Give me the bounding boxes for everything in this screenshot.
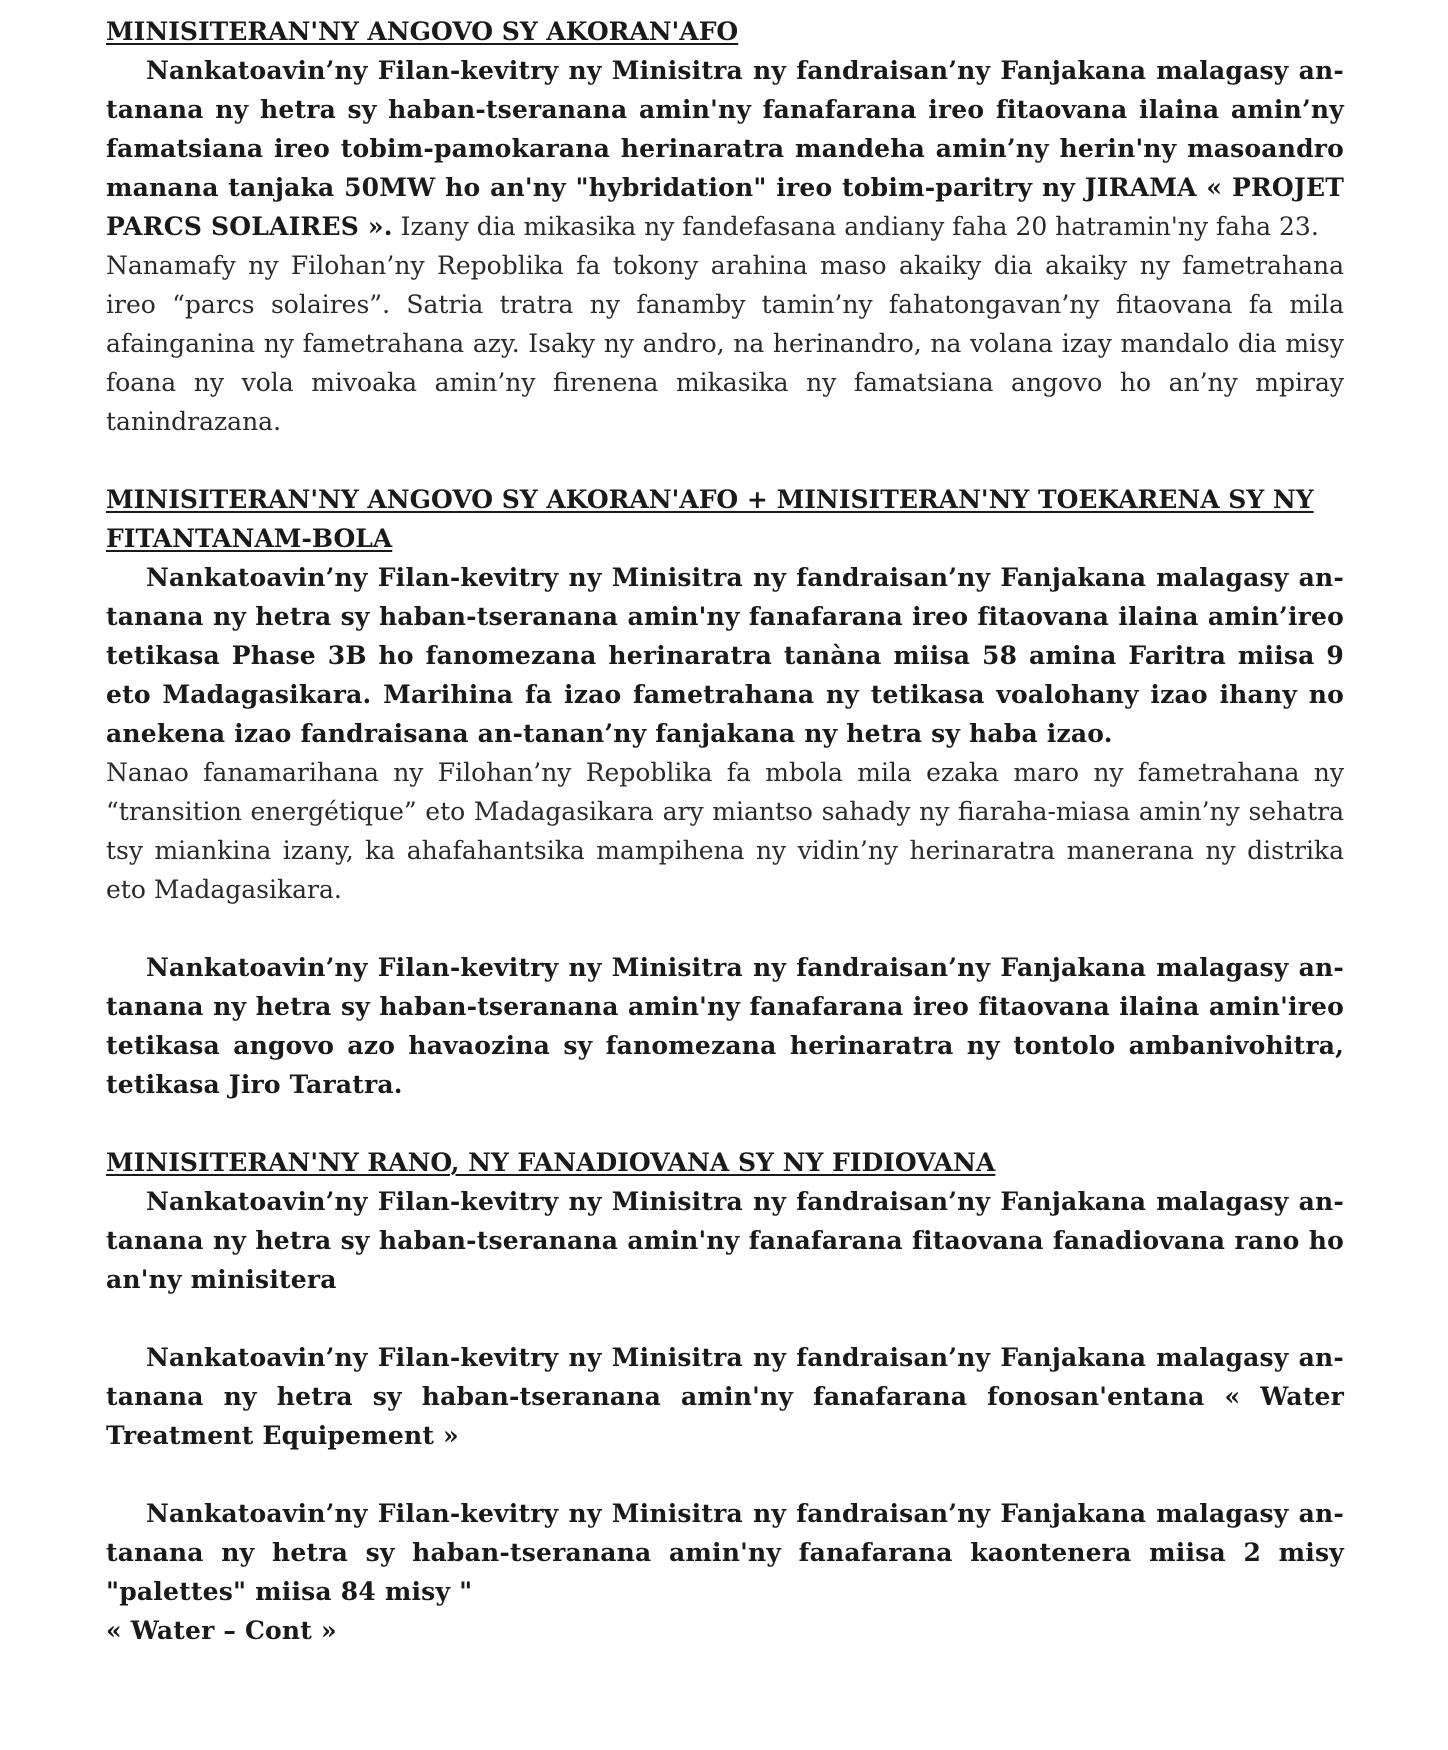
paragraph-jiro-taratra bbox=[106, 948, 1344, 1104]
spacer bbox=[106, 441, 1344, 480]
paragraph-containers bbox=[106, 1494, 1344, 1611]
spacer bbox=[106, 1455, 1344, 1494]
paragraph-bold-text: Nankatoavin’ny Filan-kevitry ny Minisitra ny fandraisan’ny Fanjakana malagasy an-tanana ny hetra sy haban-tseranana amin'ny fanafarana fonosan'entana « Water Treatment Equipement » bbox=[106, 1343, 1344, 1450]
paragraph-bold-text: Nankatoavin’ny Filan-kevitry ny Minisitra ny fandraisan’ny Fanjakana malagasy an-tanana ny hetra sy haban-tseranana amin'ny fanafarana ireo fitaovana ilaina amin’ny famatsiana ireo tobim-pamokarana herinaratra mandeha amin’ny herin'ny masoandro manana tanjaka 50MW ho an'ny "hybridation" ireo tobim-paritry ny JIRAMA « PROJET PARCS SOLAIRES ». bbox=[106, 56, 1344, 241]
paragraph-bold-text: « Water – Cont » bbox=[106, 1616, 337, 1645]
section-heading-energy-economy: MINISITERAN'NY ANGOVO SY AKORAN'AFO + MINISITERAN'NY TOEKARENA SY NY FITANTANAM-BOLA bbox=[106, 485, 1314, 553]
document-page bbox=[106, 12, 1344, 1650]
paragraph-bold-text: Nankatoavin’ny Filan-kevitry ny Minisitra ny fandraisan’ny Fanjakana malagasy an-tanana ny hetra sy haban-tseranana amin'ny fanafarana ireo fitaovana ilaina amin’ireo tetikasa Phase 3B ho fanomezana herinaratra tanàna miisa 58 amina Faritra miisa 9 eto Madagasikara. Marihina fa izao fametrahana ny tetikasa voalohany izao ihany no anekena izao fandraisana an-tanan’ny fanjakana ny hetra sy haba izao. bbox=[106, 563, 1344, 748]
paragraph-transition-energetique: Nanao fanamarihana ny Filohan’ny Repoblika fa mbola mila ezaka maro ny fametrahana ny “transition energétique” eto Madagasikara ary miantso sahady ny fiaraha-miasa amin’ny sehatra tsy miankina izany, ka ahafahantsika mampihena ny vidin’ny herinaratra manerana ny distrika eto Madagasikara. bbox=[106, 758, 1344, 904]
paragraph-normal-text: Izany dia mikasika ny fandefasana andiany faha 20 hatramin'ny faha 23. bbox=[392, 212, 1319, 241]
paragraph-containers-tail bbox=[106, 1611, 1344, 1650]
paragraph-phase-3b bbox=[106, 558, 1344, 753]
spacer bbox=[106, 1299, 1344, 1338]
spacer bbox=[106, 1104, 1344, 1143]
paragraph-bold-text: Nankatoavin’ny Filan-kevitry ny Minisitra ny fandraisan’ny Fanjakana malagasy an-tanana ny hetra sy haban-tseranana amin'ny fanafarana kaontenera miisa 2 misy "palettes" miisa 84 misy " bbox=[106, 1499, 1344, 1606]
paragraph-water-treatment bbox=[106, 1338, 1344, 1455]
paragraph-bold-text: Nankatoavin’ny Filan-kevitry ny Minisitra ny fandraisan’ny Fanjakana malagasy an-tanana ny hetra sy haban-tseranana amin'ny fanafarana ireo fitaovana ilaina amin'ireo tetikasa angovo azo havaozina sy fanomezana herinaratra ny tontolo ambanivohitra, tetikasa Jiro Taratra. bbox=[106, 953, 1344, 1099]
section-heading-water: MINISITERAN'NY RANO, NY FANADIOVANA SY NY FIDIOVANA bbox=[106, 1148, 996, 1177]
section-heading-energy: MINISITERAN'NY ANGOVO SY AKORAN'AFO bbox=[106, 17, 739, 46]
paragraph-bold-text: Nankatoavin’ny Filan-kevitry ny Minisitra ny fandraisan’ny Fanjakana malagasy an-tanana ny hetra sy haban-tseranana amin'ny fanafarana fitaovana fanadiovana rano ho an'ny minisitera bbox=[106, 1187, 1344, 1294]
paragraph-parcs-solaires bbox=[106, 51, 1344, 246]
paragraph-water-equipment bbox=[106, 1182, 1344, 1299]
spacer bbox=[106, 909, 1344, 948]
paragraph-president-remark: Nanamafy ny Filohan’ny Repoblika fa tokony arahina maso akaiky dia akaiky ny fametrahana ireo “parcs solaires”. Satria tratra ny fanamby tamin’ny fahatongavan’ny fitaovana fa mila afainganina ny fametrahana azy. Isaky ny andro, na herinandro, na volana izay mandalo dia misy foana ny vola mivoaka amin’ny firenena mikasika ny famatsiana angovo ho an’ny mpiray tanindrazana. bbox=[106, 251, 1344, 436]
